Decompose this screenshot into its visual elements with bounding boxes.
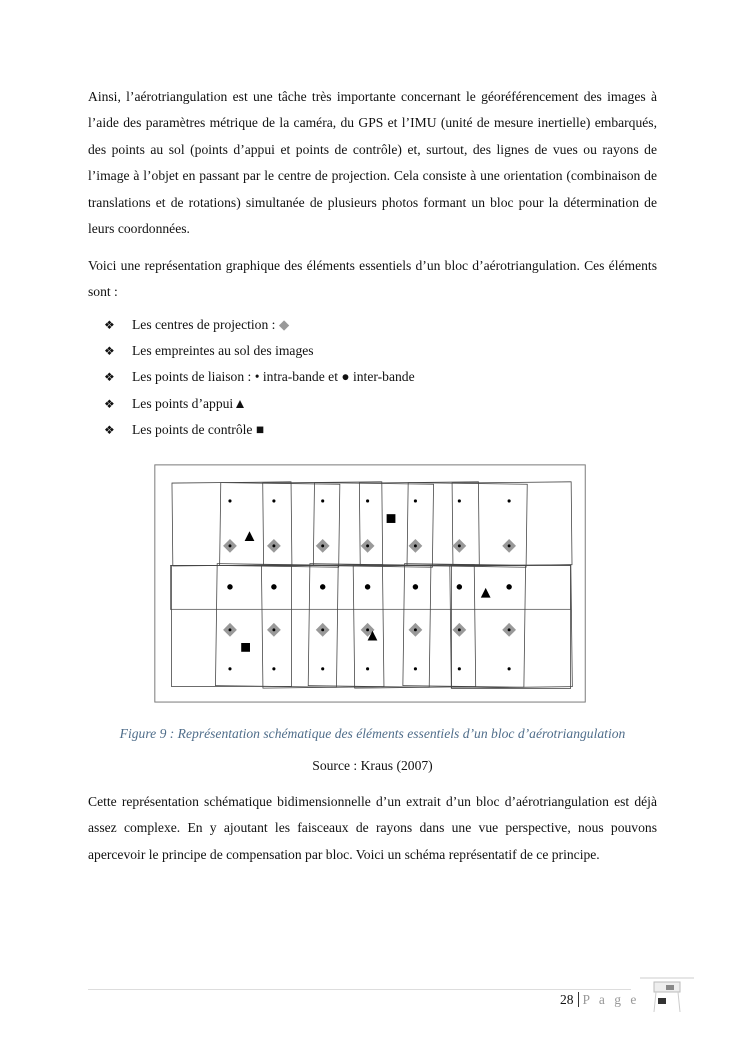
tie-point-intra	[508, 544, 511, 547]
tie-point-intra	[321, 499, 324, 502]
tie-point-intra	[321, 628, 324, 631]
paragraph-intro: Ainsi, l’aérotriangulation est une tâche très importante concernant le géoréférencement des images à l’aide des paramètres métrique de la caméra, du GPS et l’IMU (unité de mesure inertielle) embarqués, des points au sol (points d’appui et points de contrôle) et, surtout, des lignes de vues ou rayons de l’image à l’objet en passant par le centre de projection. Cela consiste à une orientation (combinaison de translations et de rotations) simultanée de plusieurs photos formant un bloc pour la détermination de leurs coordonnées.	[88, 89, 657, 237]
tie-point-inter	[320, 584, 325, 589]
bullet-icon: ❖	[104, 396, 115, 411]
tie-point-intra	[272, 544, 275, 547]
tie-point-intra	[414, 628, 417, 631]
tie-point-intra	[366, 499, 369, 502]
page-label: P a g e	[582, 992, 640, 1007]
square-icon: ■	[255, 421, 265, 437]
tie-point-intra	[458, 544, 461, 547]
tie-point-intra	[321, 544, 324, 547]
tie-point-intra	[272, 628, 275, 631]
image-footprint	[220, 483, 340, 568]
page-number: 28	[560, 992, 574, 1007]
list-item: ❖ Les empreintes au sol des images	[104, 338, 415, 364]
check-point-square	[387, 514, 396, 523]
list-item: ❖ Les centres de projection : ◆	[104, 312, 415, 338]
tie-point-intra	[508, 667, 511, 670]
tie-point-inter	[413, 584, 418, 589]
tie-point-intra	[458, 667, 461, 670]
tie-point-inter	[227, 584, 232, 589]
tie-point-inter	[457, 584, 462, 589]
page-footer	[560, 992, 639, 1008]
tie-point-intra	[228, 667, 231, 670]
list-item: ❖ Les points de liaison : • intra-bande et ● inter-bande	[104, 364, 415, 390]
control-point-triangle	[245, 531, 255, 541]
bullet-icon: ❖	[104, 344, 115, 359]
tie-point-intra	[414, 667, 417, 670]
tie-point-intra	[228, 499, 231, 502]
figure-caption: Figure 9 : Représentation schématique des éléments essentiels d’un bloc d’aérotriangulation	[119, 726, 626, 741]
bullet-icon: ❖	[104, 318, 115, 332]
tie-point-intra	[272, 667, 275, 670]
bullet-icon: ❖	[104, 422, 115, 437]
paragraph-elements: Voici une représentation graphique des éléments essentiels d’un bloc d’aérotriangulation. Ces éléments sont :	[88, 258, 657, 300]
figure-source: Source : Kraus (2007)	[312, 758, 433, 773]
image-footprint	[407, 483, 527, 568]
tie-point-inter	[365, 584, 370, 589]
image-footprint	[313, 483, 433, 568]
drone-logo-icon	[636, 970, 698, 1020]
tie-point-intra	[458, 499, 461, 502]
tie-point-intra	[414, 499, 417, 502]
triangle-icon: ▲	[233, 395, 247, 411]
list-item: ❖ Les points d’appui ▲	[104, 391, 415, 417]
tie-point-intra	[458, 628, 461, 631]
tie-point-intra	[321, 667, 324, 670]
figure-frame	[155, 465, 585, 702]
check-point-square	[241, 643, 250, 652]
tie-point-intra	[508, 628, 511, 631]
aerotriangulation-block-figure	[151, 460, 592, 704]
image-footprint	[359, 482, 479, 566]
bullet-icon: ❖	[104, 370, 115, 385]
footer-divider	[88, 989, 631, 990]
tie-point-intra	[414, 544, 417, 547]
tie-point-intra	[272, 499, 275, 502]
list-item: ❖ Les points de contrôle ■	[104, 417, 415, 443]
image-footprint	[172, 482, 292, 566]
tie-point-intra	[229, 628, 232, 631]
image-footprint	[263, 482, 383, 566]
elements-list	[104, 312, 415, 443]
paragraph-conclusion: Cette représentation schématique bidimensionnelle d’un extrait d’un bloc d’aérotriangulation est déjà assez complexe. En y ajoutant les faisceaux de rayons dans une vue perspective, nous pouvons apercevoir le principe de compensation par bloc. Voici un schéma représentatif de ce principe.	[88, 794, 657, 862]
tie-point-intra	[366, 628, 369, 631]
tie-point-intra	[508, 499, 511, 502]
control-point-triangle	[481, 588, 491, 598]
diamond-icon: ◆	[278, 317, 290, 332]
image-footprint	[215, 564, 338, 688]
tie-point-inter	[506, 584, 511, 589]
tie-point-inter	[271, 584, 276, 589]
image-footprint	[452, 482, 572, 566]
tie-point-intra	[366, 544, 369, 547]
tie-point-intra	[366, 667, 369, 670]
tie-point-intra	[229, 544, 232, 547]
